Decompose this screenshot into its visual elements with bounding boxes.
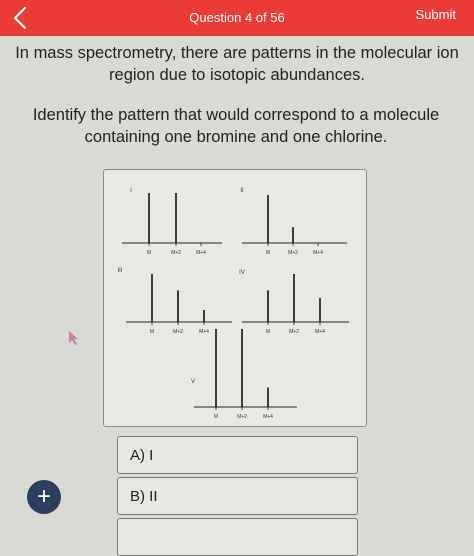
question-prompt: Identify the pattern that would correspond to a molecule containing one bromine and one chlorine.: [32, 106, 440, 146]
spectrum-label: I: [130, 188, 132, 194]
spectrum-label: III: [117, 268, 123, 274]
tick-label: M: [265, 250, 271, 256]
spectrum-label: IV: [239, 270, 245, 276]
answer-option-a[interactable]: [117, 436, 358, 474]
tick-label: M+2: [288, 250, 298, 256]
tick-label: M+2: [289, 329, 299, 335]
question-counter: Question 4 of 56: [189, 10, 285, 25]
question-intro: In mass spectrometry, there are patterns in the molecular ion region due to isotopic abundances.: [15, 44, 459, 84]
tick-label: M+4: [313, 250, 323, 256]
submit-button[interactable]: Submit: [415, 7, 456, 22]
plus-icon: +: [36, 483, 51, 510]
tick-label: M: [213, 414, 219, 420]
answer-option-c[interactable]: [117, 518, 358, 556]
answer-option-b[interactable]: [117, 477, 358, 515]
spectrum-label: V: [190, 379, 196, 385]
answer-label: B) II: [130, 488, 158, 505]
spectrum-label: II: [240, 188, 244, 194]
tick-label: M+4: [196, 250, 206, 256]
tick-label: M: [149, 329, 155, 335]
answer-label: A) I: [130, 447, 154, 464]
tick-label: M+4: [199, 329, 209, 335]
pointer-icon: [68, 330, 80, 346]
tick-label: M+2: [237, 414, 247, 420]
tick-label: M+4: [315, 329, 325, 335]
spectra-figure: [103, 169, 367, 427]
tick-label: M+4: [263, 414, 273, 420]
tick-label: M+2: [171, 250, 181, 256]
top-bar: [0, 0, 474, 36]
add-button[interactable]: [27, 480, 61, 514]
tick-label: M: [146, 250, 152, 256]
spectra-svg: [104, 170, 368, 428]
tick-label: M+2: [173, 329, 183, 335]
tick-label: M: [265, 329, 271, 335]
